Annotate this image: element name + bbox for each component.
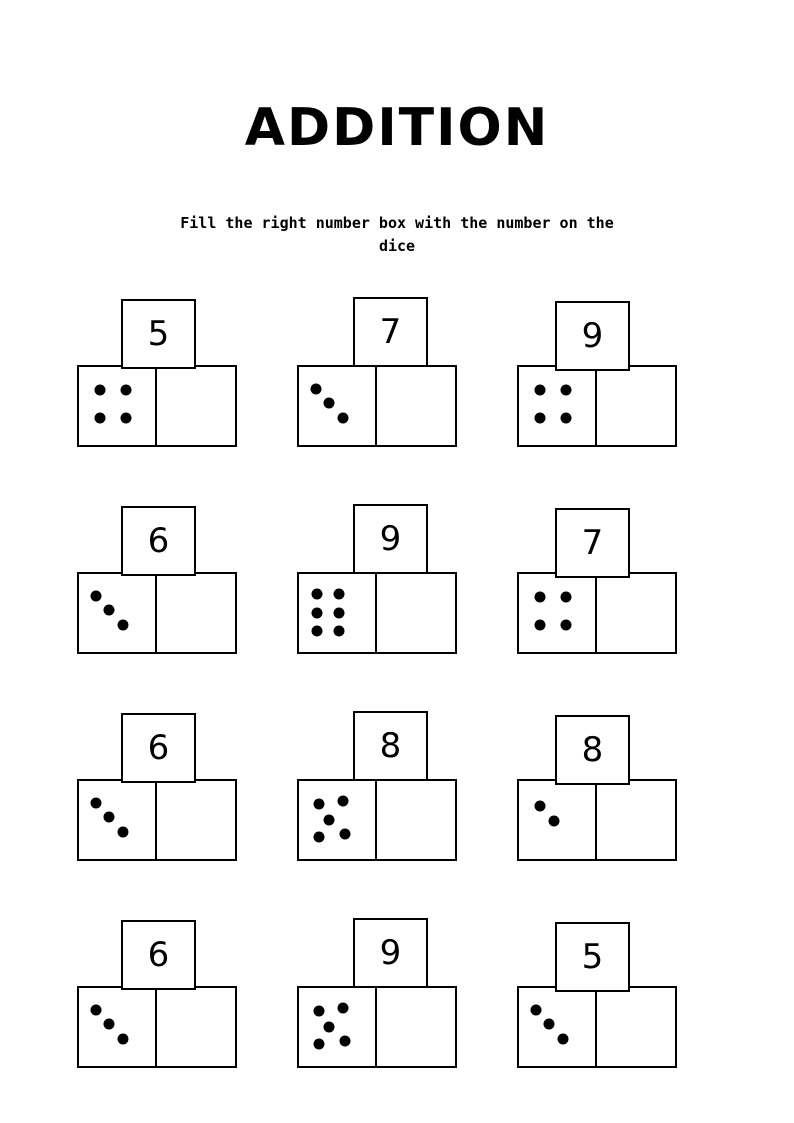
- domino-half-right[interactable]: [157, 367, 235, 445]
- domino-half-left: [79, 781, 157, 859]
- domino-half-left: [519, 574, 597, 652]
- domino-pip: [324, 397, 335, 408]
- answer-box[interactable]: 8: [353, 711, 428, 781]
- domino-pip: [339, 1035, 350, 1046]
- domino-tile: [517, 779, 677, 861]
- domino-pip: [312, 607, 323, 618]
- problem-item: [517, 297, 717, 482]
- domino-tile: [77, 365, 237, 447]
- answer-box[interactable]: 8: [555, 715, 630, 785]
- domino-pip: [121, 413, 132, 424]
- problem-item: [77, 711, 277, 896]
- problem-item: [517, 711, 717, 896]
- domino-pip: [118, 1034, 129, 1045]
- domino-pip: [121, 385, 132, 396]
- domino-half-right[interactable]: [597, 781, 675, 859]
- domino-half-right[interactable]: [597, 988, 675, 1066]
- domino-tile: [77, 572, 237, 654]
- domino-pip: [544, 1018, 555, 1029]
- answer-box[interactable]: 5: [121, 299, 196, 369]
- domino-pip: [561, 620, 572, 631]
- problem-item: [297, 504, 497, 689]
- domino-pip: [324, 1021, 335, 1032]
- domino-pip: [558, 1034, 569, 1045]
- domino-pip: [535, 385, 546, 396]
- answer-box[interactable]: 9: [353, 504, 428, 574]
- domino-pip: [90, 797, 101, 808]
- domino-pip: [561, 385, 572, 396]
- domino-tile: [517, 572, 677, 654]
- domino-pip: [561, 592, 572, 603]
- domino-pip: [313, 1038, 324, 1049]
- domino-pip: [95, 385, 106, 396]
- answer-box[interactable]: 9: [353, 918, 428, 988]
- domino-half-left: [299, 367, 377, 445]
- domino-pip: [535, 620, 546, 631]
- answer-box[interactable]: 6: [121, 506, 196, 576]
- problem-item: [517, 504, 717, 689]
- page-title: ADDITION: [244, 98, 550, 158]
- domino-pip: [535, 800, 546, 811]
- domino-pip: [310, 383, 321, 394]
- problem-item: [297, 918, 497, 1103]
- domino-tile: [297, 986, 457, 1068]
- domino-half-right[interactable]: [377, 988, 455, 1066]
- domino-pip: [90, 590, 101, 601]
- domino-pip: [535, 413, 546, 424]
- domino-half-left: [299, 574, 377, 652]
- domino-tile: [517, 365, 677, 447]
- domino-half-left: [299, 781, 377, 859]
- domino-pip: [118, 620, 129, 631]
- problem-item: [297, 297, 497, 482]
- domino-pip: [313, 799, 324, 810]
- answer-box[interactable]: 6: [121, 920, 196, 990]
- domino-half-right[interactable]: [377, 574, 455, 652]
- answer-box[interactable]: 9: [555, 301, 630, 371]
- instructions-text: Fill the right number box with the number on the dice: [180, 214, 614, 256]
- domino-pip: [338, 413, 349, 424]
- domino-half-left: [79, 367, 157, 445]
- domino-half-right[interactable]: [157, 574, 235, 652]
- domino-half-right[interactable]: [157, 988, 235, 1066]
- domino-pip: [338, 1002, 349, 1013]
- domino-pip: [118, 827, 129, 838]
- domino-half-right[interactable]: [377, 781, 455, 859]
- domino-pip: [561, 413, 572, 424]
- domino-tile: [517, 986, 677, 1068]
- domino-half-left: [519, 781, 597, 859]
- problem-item: [297, 711, 497, 896]
- answer-box[interactable]: 7: [353, 297, 428, 367]
- domino-pip: [530, 1004, 541, 1015]
- domino-tile: [297, 572, 457, 654]
- domino-half-right[interactable]: [597, 367, 675, 445]
- domino-half-left: [79, 574, 157, 652]
- answer-box[interactable]: 6: [121, 713, 196, 783]
- domino-pip: [104, 1018, 115, 1029]
- domino-pip: [324, 814, 335, 825]
- domino-tile: [77, 779, 237, 861]
- domino-pip: [339, 828, 350, 839]
- domino-pip: [313, 1006, 324, 1017]
- domino-pip: [312, 626, 323, 637]
- domino-pip: [104, 811, 115, 822]
- domino-half-right[interactable]: [157, 781, 235, 859]
- answer-box[interactable]: 5: [555, 922, 630, 992]
- problem-item: [517, 918, 717, 1103]
- domino-half-left: [519, 367, 597, 445]
- answer-box[interactable]: 7: [555, 508, 630, 578]
- domino-pip: [104, 604, 115, 615]
- domino-pip: [333, 626, 344, 637]
- domino-pip: [313, 831, 324, 842]
- domino-pip: [90, 1004, 101, 1015]
- domino-tile: [77, 986, 237, 1068]
- domino-pip: [333, 607, 344, 618]
- problem-item: [77, 504, 277, 689]
- domino-tile: [297, 365, 457, 447]
- domino-tile: [297, 779, 457, 861]
- domino-pip: [95, 413, 106, 424]
- domino-pip: [333, 588, 344, 599]
- domino-pip: [338, 795, 349, 806]
- domino-pip: [548, 816, 559, 827]
- domino-half-left: [519, 988, 597, 1066]
- problem-item: [77, 297, 277, 482]
- domino-half-right[interactable]: [377, 367, 455, 445]
- domino-half-left: [299, 988, 377, 1066]
- domino-half-right[interactable]: [597, 574, 675, 652]
- domino-half-left: [79, 988, 157, 1066]
- domino-pip: [535, 592, 546, 603]
- problems-grid: [67, 297, 727, 1103]
- domino-pip: [312, 588, 323, 599]
- problem-item: [77, 918, 277, 1103]
